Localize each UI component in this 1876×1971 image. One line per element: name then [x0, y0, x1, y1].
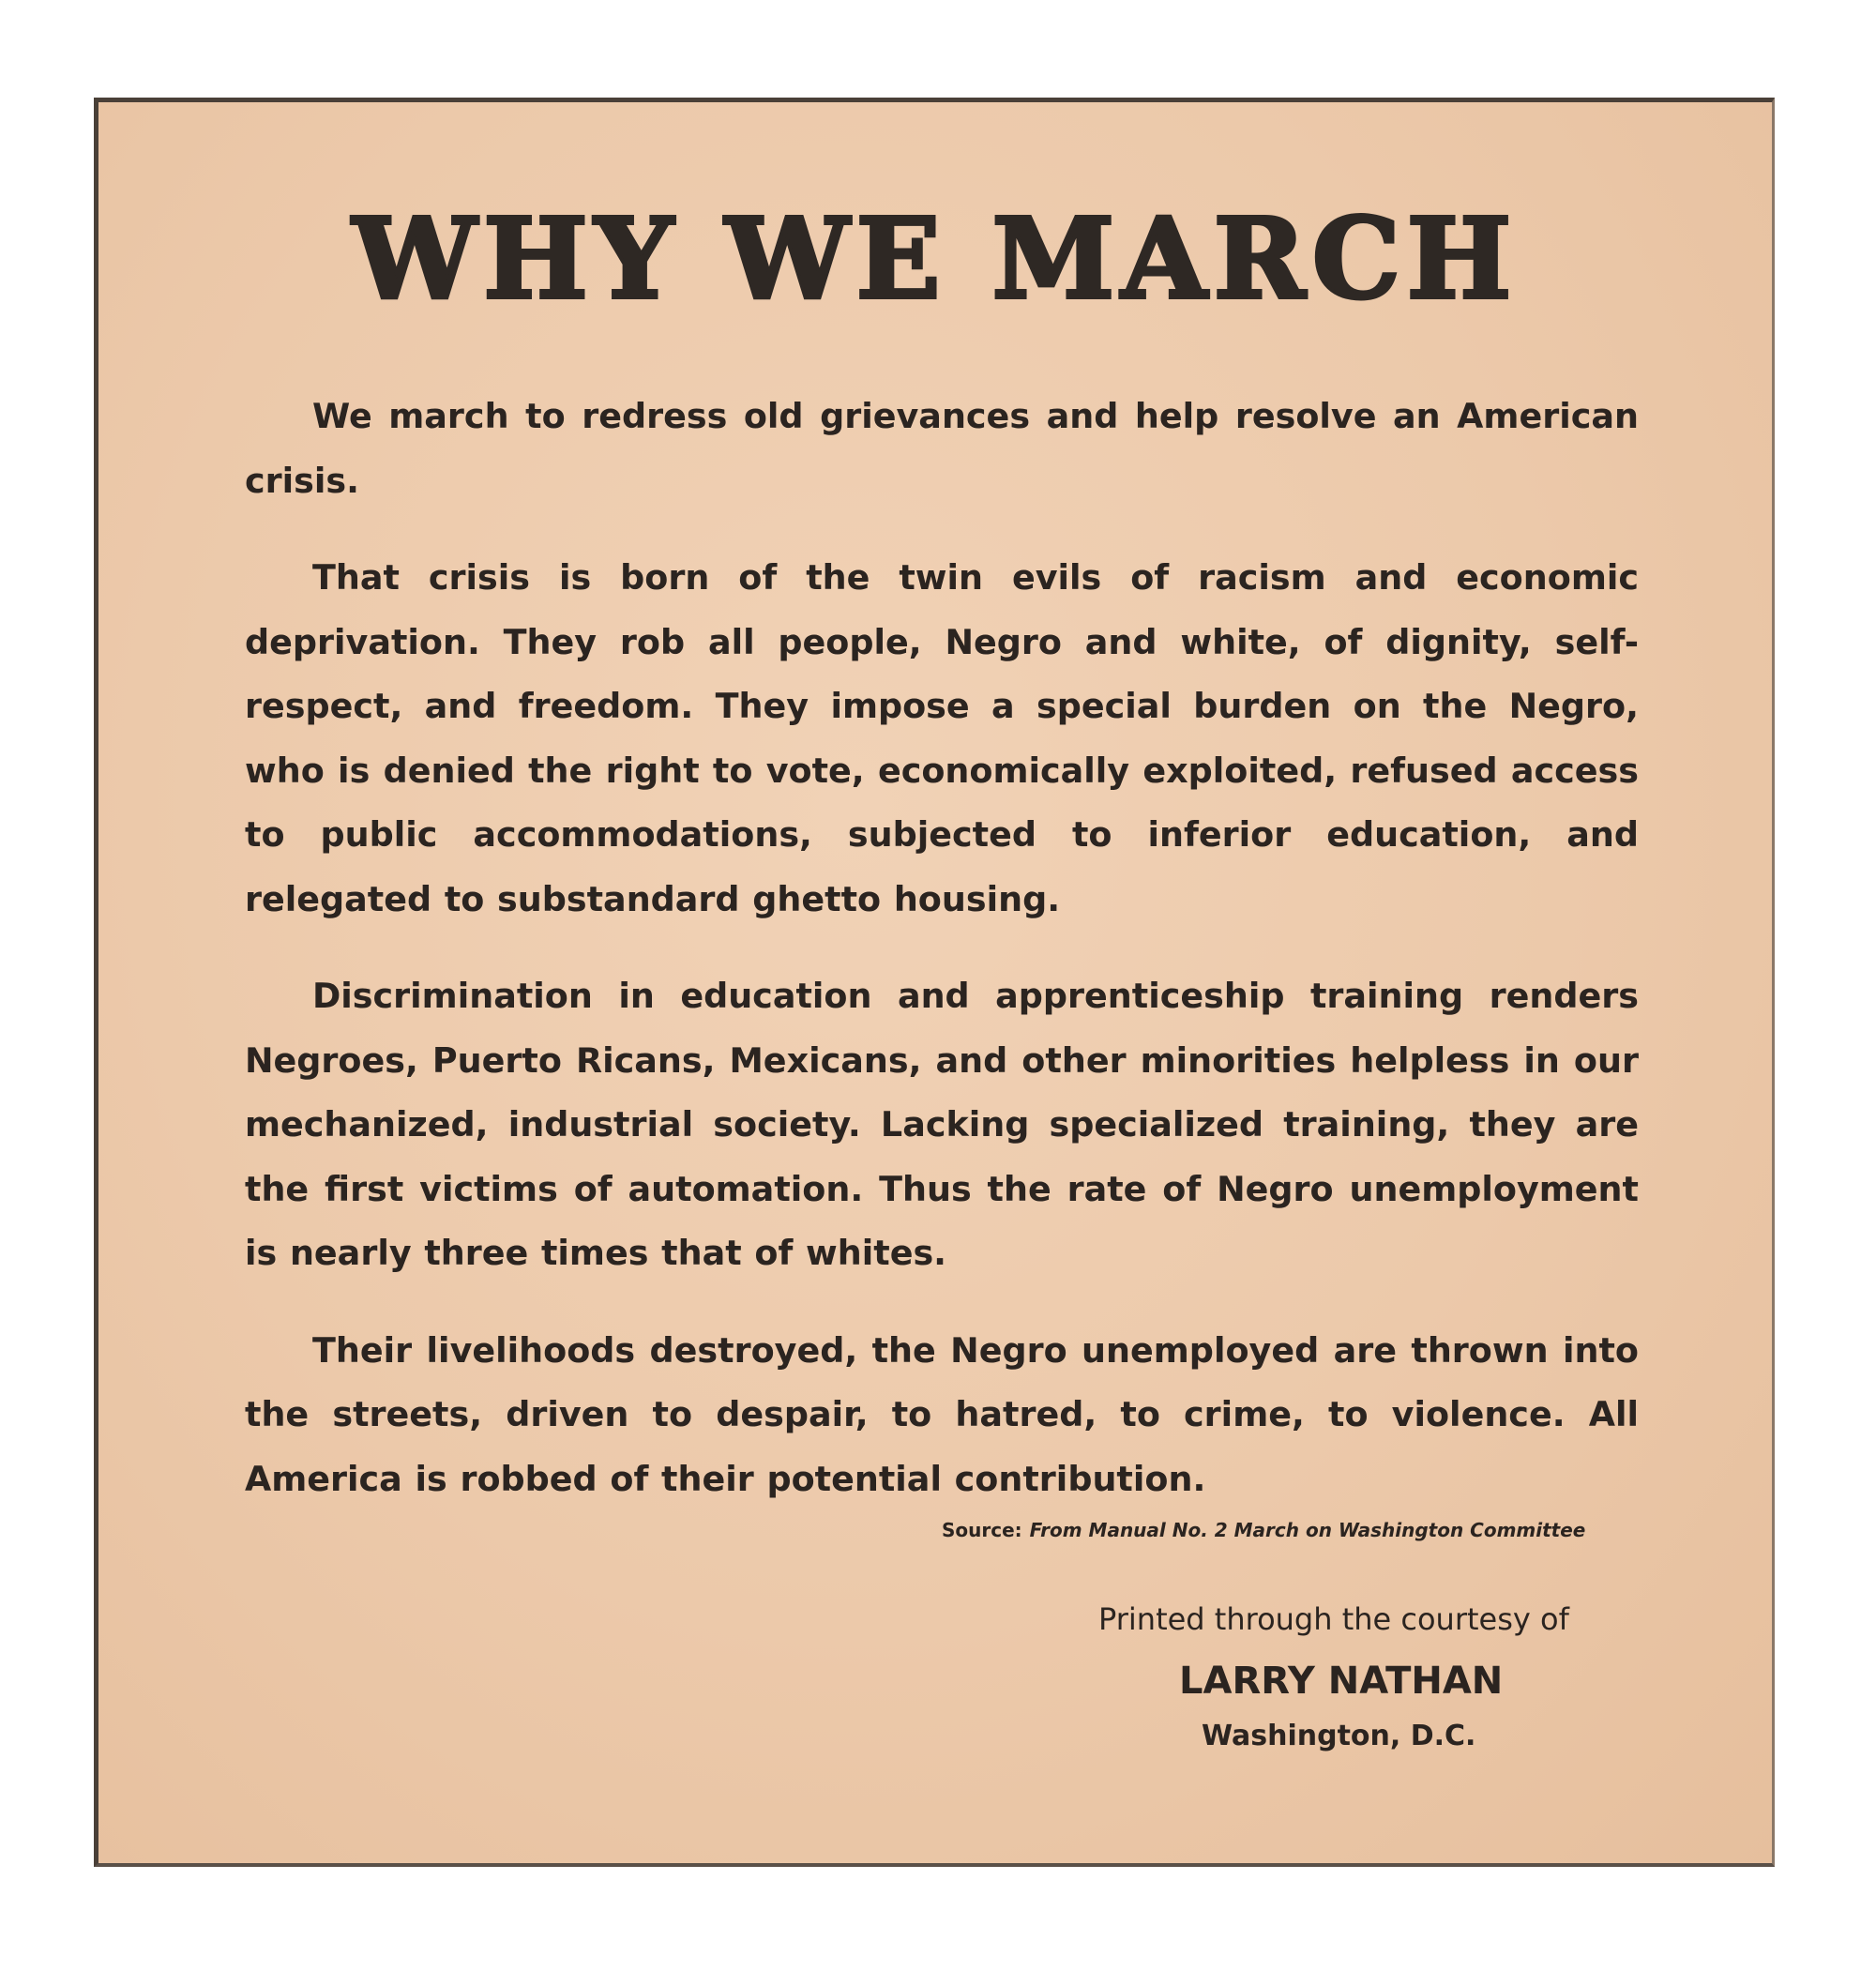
paragraph-1: We march to redress old grievances and help resolve an American crisis.	[245, 396, 1639, 501]
source-label: Source:	[942, 1519, 1022, 1541]
courtesy-line: Printed through the courtesy of	[1098, 1601, 1569, 1637]
body-text	[245, 385, 1639, 1544]
document-title: WHY WE MARCH	[352, 193, 1519, 324]
paragraph-4: Their livelihoods destroyed, the Negro unemployed are thrown into the streets, driven to despair, to hatred, to crime, to violence. All America is robbed of their potential contribution.	[245, 1329, 1639, 1499]
source-text: From Manual No. 2 March on Washington Committee	[1029, 1519, 1586, 1541]
sponsor-name: LARRY NATHAN	[1179, 1660, 1504, 1703]
clipping-sheet	[94, 98, 1775, 1867]
paragraph-3: Discrimination in education and apprenticeship training renders Negroes, Puerto Ricans, Mexicans, and other minorities helpless in our mechanized, industrial society. Lacking specialized training, they are the first victims of automation. Thus the rate of Negro unemployment is nearly three times that of whites.	[245, 976, 1639, 1273]
source-citation	[942, 1519, 1585, 1541]
paragraph-2: That crisis is born of the twin evils of racism and economic deprivation. They rob all people, Negro and white, of dignity, self-respect, and freedom. They impose a special burden on the Negro, who is denied the right to vote, economically exploited, refused access to public accommodations, subjected to inferior education, and relegated to substandard ghetto housing.	[245, 557, 1639, 919]
sponsor-city: Washington, D.C.	[1202, 1720, 1476, 1752]
